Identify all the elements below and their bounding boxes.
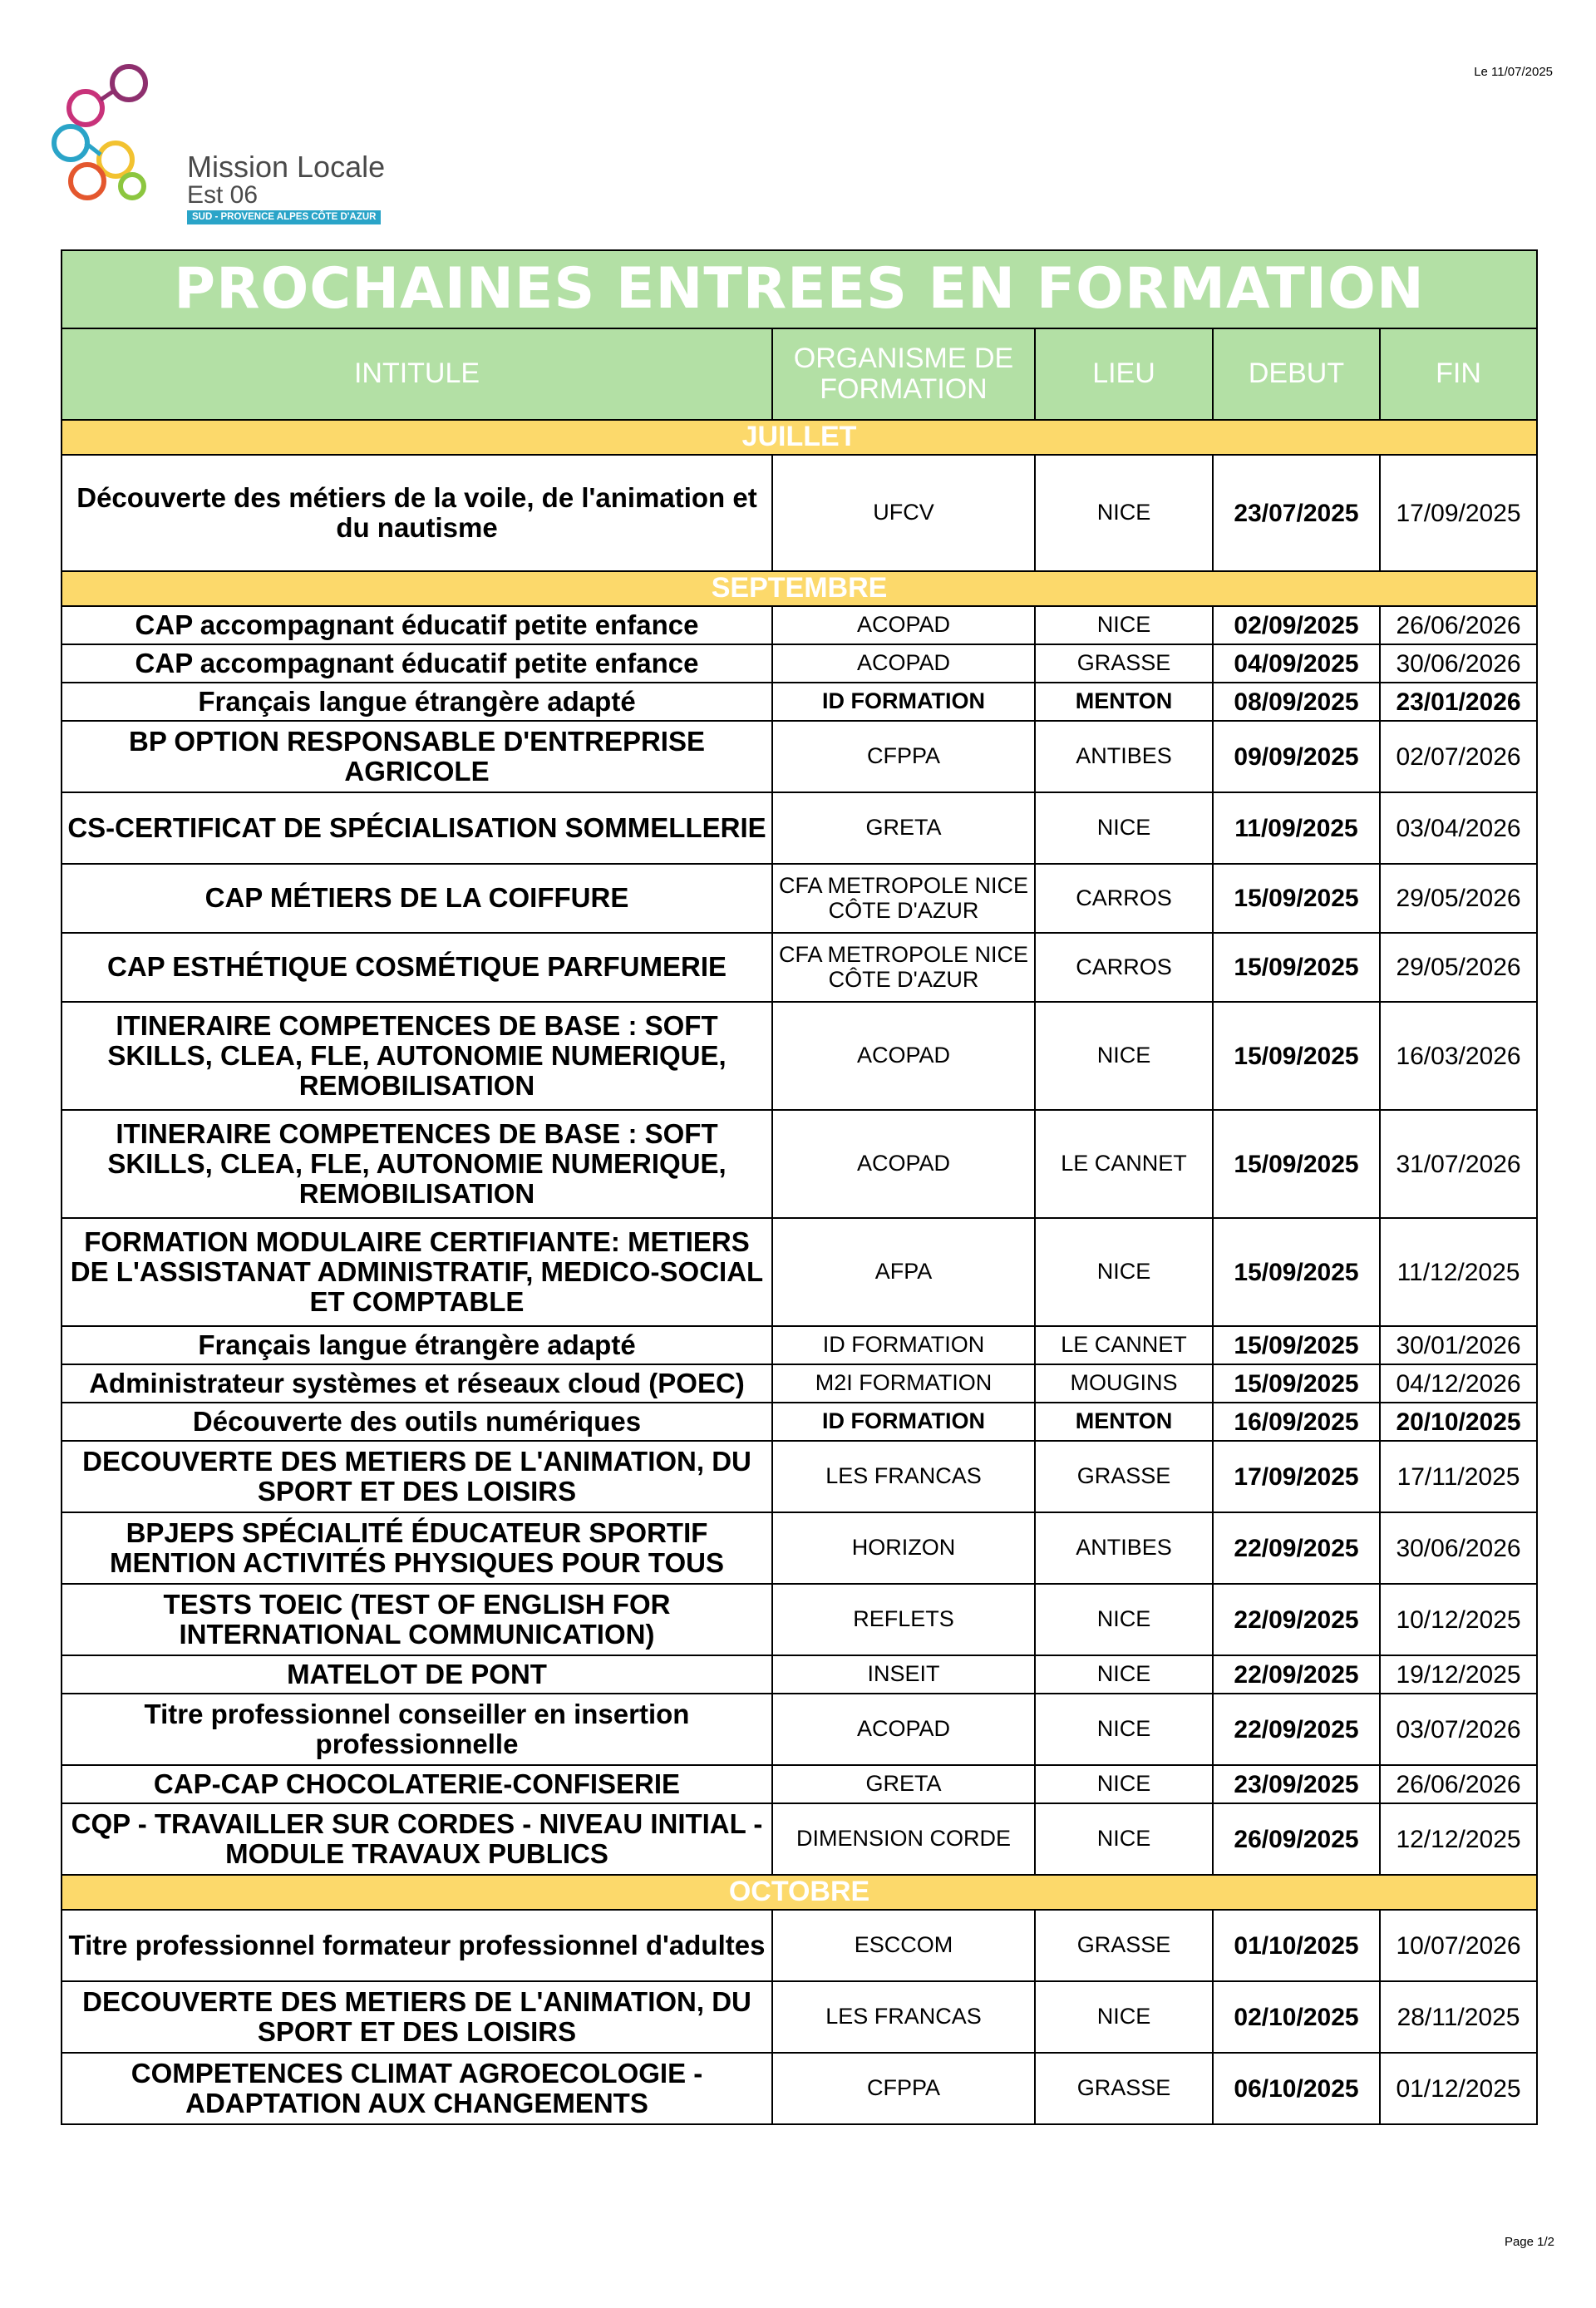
table-row [62,1981,1537,2053]
cell-lieu: MENTON [1035,1403,1213,1441]
cell-lieu: ANTIBES [1035,721,1213,792]
cell-fin: 29/05/2026 [1380,864,1537,933]
cell-lieu: NICE [1035,1002,1213,1110]
table-row [62,792,1537,864]
table-body [62,420,1537,2124]
cell-fin: 30/06/2026 [1380,1512,1537,1584]
cell-fin: 02/07/2026 [1380,721,1537,792]
cell-debut: 22/09/2025 [1213,1694,1380,1765]
cell-organisme: ID FORMATION [772,1326,1035,1364]
cell-lieu: GRASSE [1035,644,1213,683]
cell-organisme: HORIZON [772,1512,1035,1584]
cell-debut: 02/10/2025 [1213,1981,1380,2053]
page-number: Page 1/2 [1504,2235,1554,2249]
cell-fin: 23/01/2026 [1380,683,1537,721]
cell-debut: 15/09/2025 [1213,1326,1380,1364]
cell-intitule: ITINERAIRE COMPETENCES DE BASE : SOFT SKILLS, CLEA, FLE, AUTONOMIE NUMERIQUE, REMOBILISATION [62,1002,772,1110]
cell-organisme: UFCV [772,455,1035,571]
cell-lieu: NICE [1035,1803,1213,1875]
table-row [62,1002,1537,1110]
table-row [62,683,1537,721]
cell-intitule: Découverte des outils numériques [62,1403,772,1441]
cell-lieu: GRASSE [1035,1441,1213,1512]
cell-intitule: Administrateur systèmes et réseaux cloud (POEC) [62,1364,772,1403]
cell-fin: 17/11/2025 [1380,1441,1537,1512]
cell-organisme: CFPPA [772,721,1035,792]
cell-debut: 09/09/2025 [1213,721,1380,792]
cell-lieu: NICE [1035,792,1213,864]
column-header-organisme: ORGANISME DE FORMATION [772,328,1035,420]
month-label: OCTOBRE [62,1875,1537,1910]
cell-fin: 04/12/2026 [1380,1364,1537,1403]
table-title-row [62,250,1537,328]
cell-fin: 01/12/2025 [1380,2053,1537,2124]
cell-intitule: CAP accompagnant éducatif petite enfance [62,606,772,644]
cell-debut: 15/09/2025 [1213,864,1380,933]
cell-intitule: TESTS TOEIC (TEST OF ENGLISH FOR INTERNATIONAL COMMUNICATION) [62,1584,772,1655]
cell-debut: 15/09/2025 [1213,933,1380,1002]
cell-fin: 10/12/2025 [1380,1584,1537,1655]
cell-intitule: CS-CERTIFICAT DE SPÉCIALISATION SOMMELLERIE [62,792,772,864]
cell-intitule: Titre professionnel formateur professionnel d'adultes [62,1910,772,1981]
cell-organisme: GRETA [772,1765,1035,1803]
mission-locale-logo [46,57,386,222]
cell-fin: 31/07/2026 [1380,1110,1537,1218]
cell-debut: 11/09/2025 [1213,792,1380,864]
table-row [62,1403,1537,1441]
table-row [62,1110,1537,1218]
cell-intitule: Français langue étrangère adapté [62,683,772,721]
cell-intitule: DECOUVERTE DES METIERS DE L'ANIMATION, DU SPORT ET DES LOISIRS [62,1981,772,2053]
cell-intitule: COMPETENCES CLIMAT AGROECOLOGIE - ADAPTATION AUX CHANGEMENTS [62,2053,772,2124]
cell-intitule: Découverte des métiers de la voile, de l'animation et du nautisme [62,455,772,571]
cell-lieu: NICE [1035,1981,1213,2053]
cell-organisme: DIMENSION CORDE [772,1803,1035,1875]
cell-organisme: ID FORMATION [772,683,1035,721]
cell-fin: 03/04/2026 [1380,792,1537,864]
column-header-debut: DEBUT [1213,328,1380,420]
cell-fin: 26/06/2026 [1380,1765,1537,1803]
cell-fin: 29/05/2026 [1380,933,1537,1002]
cell-lieu: CARROS [1035,864,1213,933]
cell-intitule: Titre professionnel conseiller en insertion professionnelle [62,1694,772,1765]
cell-fin: 28/11/2025 [1380,1981,1537,2053]
cell-debut: 23/09/2025 [1213,1765,1380,1803]
cell-organisme: ACOPAD [772,606,1035,644]
table-header-row [62,328,1537,420]
cell-intitule: BP OPTION RESPONSABLE D'ENTREPRISE AGRICOLE [62,721,772,792]
cell-fin: 30/06/2026 [1380,644,1537,683]
table-row [62,1655,1537,1694]
cell-fin: 19/12/2025 [1380,1655,1537,1694]
print-date: Le 11/07/2025 [1474,65,1553,79]
cell-debut: 01/10/2025 [1213,1910,1380,1981]
cell-lieu: GRASSE [1035,1910,1213,1981]
cell-intitule: FORMATION MODULAIRE CERTIFIANTE: METIERS DE L'ASSISTANAT ADMINISTRATIF, MEDICO-SOCIAL ET COMPTABLE [62,1218,772,1326]
cell-lieu: NICE [1035,1584,1213,1655]
cell-intitule: ITINERAIRE COMPETENCES DE BASE : SOFT SKILLS, CLEA, FLE, AUTONOMIE NUMERIQUE, REMOBILISATION [62,1110,772,1218]
cell-organisme: CFPPA [772,2053,1035,2124]
table-row [62,644,1537,683]
cell-intitule: CAP accompagnant éducatif petite enfance [62,644,772,683]
cell-organisme: ID FORMATION [772,1403,1035,1441]
cell-debut: 26/09/2025 [1213,1803,1380,1875]
table-row [62,1694,1537,1765]
table-row [62,1441,1537,1512]
cell-lieu: NICE [1035,1655,1213,1694]
cell-lieu: CARROS [1035,933,1213,1002]
cell-organisme: INSEIT [772,1655,1035,1694]
cell-intitule: BPJEPS SPÉCIALITÉ ÉDUCATEUR SPORTIF MENTION ACTIVITÉS PHYSIQUES POUR TOUS [62,1512,772,1584]
cell-lieu: NICE [1035,455,1213,571]
cell-organisme: LES FRANCAS [772,1981,1035,2053]
cell-organisme: ACOPAD [772,1694,1035,1765]
cell-fin: 26/06/2026 [1380,606,1537,644]
cell-debut: 15/09/2025 [1213,1364,1380,1403]
cell-intitule: CAP MÉTIERS DE LA COIFFURE [62,864,772,933]
month-label: SEPTEMBRE [62,571,1537,606]
cell-lieu: MOUGINS [1035,1364,1213,1403]
cell-organisme: GRETA [772,792,1035,864]
cell-debut: 02/09/2025 [1213,606,1380,644]
month-row [62,420,1537,455]
cell-lieu: NICE [1035,1765,1213,1803]
cell-debut: 17/09/2025 [1213,1441,1380,1512]
cell-debut: 23/07/2025 [1213,455,1380,571]
training-table [61,249,1538,2125]
table-row [62,1765,1537,1803]
cell-intitule: Français langue étrangère adapté [62,1326,772,1364]
cell-intitule: CQP - TRAVAILLER SUR CORDES - NIVEAU INITIAL - MODULE TRAVAUX PUBLICS [62,1803,772,1875]
cell-fin: 10/07/2026 [1380,1910,1537,1981]
cell-organisme: LES FRANCAS [772,1441,1035,1512]
cell-debut: 22/09/2025 [1213,1655,1380,1694]
month-row [62,1875,1537,1910]
cell-organisme: CFA METROPOLE NICE CÔTE D'AZUR [772,864,1035,933]
table-row [62,864,1537,933]
table-row [62,1218,1537,1326]
cell-debut: 22/09/2025 [1213,1584,1380,1655]
cell-lieu: LE CANNET [1035,1110,1213,1218]
cell-organisme: ACOPAD [772,1002,1035,1110]
table-title: PROCHAINES ENTREES EN FORMATION [62,250,1537,328]
table-row [62,1364,1537,1403]
cell-organisme: ACOPAD [772,644,1035,683]
cell-lieu: MENTON [1035,683,1213,721]
cell-fin: 11/12/2025 [1380,1218,1537,1326]
column-header-intitule: INTITULE [62,328,772,420]
cell-debut: 04/09/2025 [1213,644,1380,683]
cell-lieu: NICE [1035,606,1213,644]
cell-organisme: AFPA [772,1218,1035,1326]
column-header-lieu: LIEU [1035,328,1213,420]
cell-debut: 08/09/2025 [1213,683,1380,721]
cell-fin: 20/10/2025 [1380,1403,1537,1441]
cell-debut: 15/09/2025 [1213,1002,1380,1110]
logo-subtitle: Est 06 [187,181,259,209]
cell-lieu: NICE [1035,1218,1213,1326]
logo-rings-icon [46,57,187,215]
logo-tagline: SUD - PROVENCE ALPES CÔTE D'AZUR [187,210,381,224]
cell-lieu: ANTIBES [1035,1512,1213,1584]
cell-lieu: GRASSE [1035,2053,1213,2124]
cell-organisme: M2I FORMATION [772,1364,1035,1403]
cell-lieu: LE CANNET [1035,1326,1213,1364]
cell-organisme: ACOPAD [772,1110,1035,1218]
table-row [62,455,1537,571]
cell-debut: 15/09/2025 [1213,1110,1380,1218]
cell-debut: 22/09/2025 [1213,1512,1380,1584]
cell-debut: 06/10/2025 [1213,2053,1380,2124]
cell-fin: 16/03/2026 [1380,1002,1537,1110]
cell-lieu: NICE [1035,1694,1213,1765]
column-header-fin: FIN [1380,328,1537,420]
cell-organisme: REFLETS [772,1584,1035,1655]
table-row [62,1910,1537,1981]
cell-debut: 16/09/2025 [1213,1403,1380,1441]
cell-intitule: DECOUVERTE DES METIERS DE L'ANIMATION, DU SPORT ET DES LOISIRS [62,1441,772,1512]
cell-fin: 03/07/2026 [1380,1694,1537,1765]
month-label: JUILLET [62,420,1537,455]
table-row [62,1326,1537,1364]
cell-debut: 15/09/2025 [1213,1218,1380,1326]
table-row [62,606,1537,644]
table-row [62,933,1537,1002]
cell-intitule: MATELOT DE PONT [62,1655,772,1694]
cell-fin: 30/01/2026 [1380,1326,1537,1364]
table-row [62,721,1537,792]
table-row [62,1512,1537,1584]
cell-fin: 17/09/2025 [1380,455,1537,571]
cell-fin: 12/12/2025 [1380,1803,1537,1875]
table-row [62,1803,1537,1875]
cell-organisme: CFA METROPOLE NICE CÔTE D'AZUR [772,933,1035,1002]
table-row [62,1584,1537,1655]
logo-title: Mission Locale [187,150,386,184]
table-row [62,2053,1537,2124]
cell-organisme: ESCCOM [772,1910,1035,1981]
month-row [62,571,1537,606]
cell-intitule: CAP ESTHÉTIQUE COSMÉTIQUE PARFUMERIE [62,933,772,1002]
cell-intitule: CAP-CAP CHOCOLATERIE-CONFISERIE [62,1765,772,1803]
